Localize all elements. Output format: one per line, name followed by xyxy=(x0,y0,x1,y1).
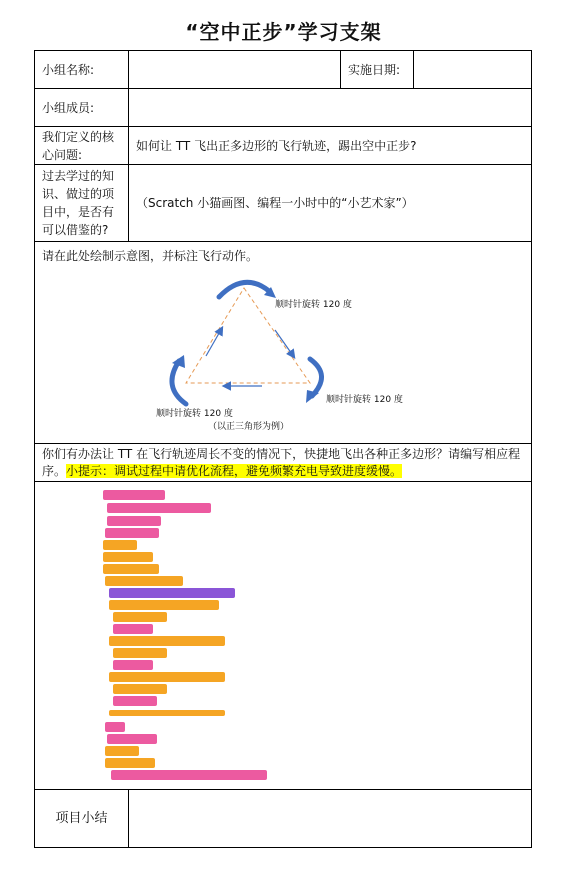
draw-prompt: 请在此处绘制示意图，并标注飞行动作。 xyxy=(42,249,259,263)
code-block xyxy=(113,648,167,658)
code-block xyxy=(109,636,225,646)
code-block xyxy=(109,588,235,598)
code-block xyxy=(109,600,219,610)
code-block xyxy=(103,540,137,550)
group-name-label: 小组名称: xyxy=(35,51,129,89)
rotate-arrow-right xyxy=(310,359,322,396)
code-block xyxy=(105,722,125,732)
code-block xyxy=(111,770,267,780)
past-knowledge-label: 过去学过的知识、做过的项目中，是否有可以借鉴的? xyxy=(35,165,129,242)
core-question-value: 如何让 TT 飞出正多边形的飞行轨迹，踢出空中正步? xyxy=(129,127,532,165)
worksheet-table xyxy=(34,50,532,848)
group-name-field[interactable] xyxy=(129,51,341,89)
code-block xyxy=(105,528,159,538)
hint-text: 小提示：调试过程中请优化流程，避免频繁充电导致进度缓慢。 xyxy=(66,463,403,478)
label-top: 顺时针旋转 120 度 xyxy=(275,300,352,310)
code-block xyxy=(105,746,139,756)
code-block xyxy=(105,576,183,586)
date-label: 实施日期: xyxy=(341,51,414,89)
label-left: 顺时针旋转 120 度 xyxy=(156,409,233,419)
date-field[interactable] xyxy=(414,51,532,89)
members-label: 小组成员: xyxy=(35,89,129,127)
core-question-label: 我们定义的核心问题: xyxy=(35,127,129,165)
code-block xyxy=(113,660,153,670)
code-block xyxy=(113,684,167,694)
code-block xyxy=(105,758,155,768)
triangle-svg xyxy=(36,265,516,443)
label-right: 顺时针旋转 120 度 xyxy=(326,395,403,405)
page-title: “空中正步”学习支架 xyxy=(185,20,382,44)
code-block xyxy=(107,734,157,744)
code-block xyxy=(103,490,165,500)
code-block xyxy=(103,564,159,574)
triangle-diagram xyxy=(36,265,516,443)
past-knowledge-value: （Scratch 小猫画图、编程一小时中的“小艺术家”） xyxy=(129,165,532,242)
code-block xyxy=(113,624,153,634)
code-block xyxy=(113,612,167,622)
scratch-program-image xyxy=(35,482,531,788)
code-block xyxy=(107,503,211,513)
code-block xyxy=(109,710,225,716)
code-block xyxy=(107,516,161,526)
arrow-right-edge xyxy=(275,330,294,357)
question-cell xyxy=(35,444,532,482)
code-block xyxy=(113,696,157,706)
question-text: 你们有办法让 TT 在飞行轨迹周长不变的情况下，快捷地飞出各种正多边形？请编写相应程序。 xyxy=(42,446,521,478)
code-block xyxy=(103,552,153,562)
arrow-left-edge xyxy=(206,328,222,356)
diagram-cell xyxy=(35,242,532,444)
summary-field[interactable] xyxy=(129,790,532,848)
program-cell xyxy=(35,482,532,790)
members-field[interactable] xyxy=(129,89,532,127)
code-block xyxy=(109,672,225,682)
diagram-caption: （以正三角形为例） xyxy=(208,422,290,432)
summary-label: 项目小结 xyxy=(35,790,129,848)
rotate-arrow-top xyxy=(219,282,269,297)
